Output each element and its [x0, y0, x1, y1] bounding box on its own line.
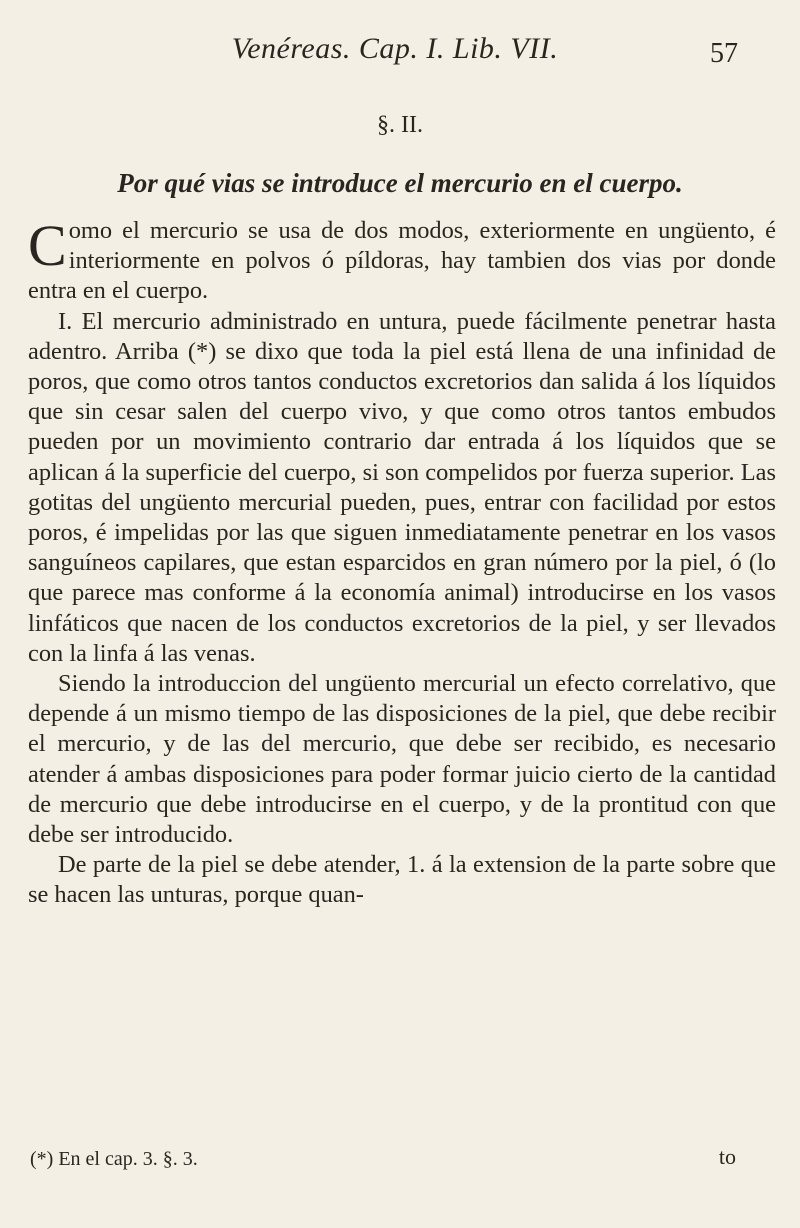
paragraph-1: [28, 213, 776, 307]
paragraph-4: De parte de la piel se debe atender, 1. á la extension de la parte sobre que se hacen las unturas, porque quan-: [28, 851, 776, 909]
paragraph-3: Siendo la introduccion del ungüento mercurial un efecto correlativo, que depende á un mismo tiempo de las disposiciones de la piel, que debe recibir el mercurio, y de las del mercurio, que debe ser recibido, es necesario atender á ambas disposiciones para poder formar juicio cierto de la cantidad de mercurio que debe introducirse en el cuerpo, y de la prontitud con que debe ser introducido.: [28, 670, 776, 849]
drop-cap: C: [28, 213, 67, 278]
catchword: to: [718, 1144, 736, 1169]
body-text: [28, 213, 776, 911]
paragraph-1-text: omo el mercurio se usa de dos modos, exteriormente en ungüento, é interiormente en polvos ó píldoras, hay tambien dos vias por donde entra en el cuerpo.: [28, 217, 776, 305]
section-mark: §. II.: [377, 112, 423, 138]
page-number: 57: [710, 38, 738, 69]
footnote: (*) En el cap. 3. §. 3.: [30, 1148, 198, 1170]
running-title: Venéreas. Cap. I. Lib. VII.: [231, 32, 559, 65]
paragraph-2: I. El mercurio administrado en untura, puede fácilmente penetrar hasta adentro. Arriba (*) se dixo que toda la piel está llena de una infinidad de poros, que como otros tantos conductos excretorios dan salida á los líquidos que sin cesar salen del cuerpo vivo, y que como otros tantos embudos pueden por un movimiento contrario dar entrada á los líquidos que se aplican á la superficie del cuerpo, si son compelidos por fuerza superior. Las gotitas del ungüento mercurial pueden, pues, entrar con facilidad por estos poros, é impelidas por las que siguen inmediatamente penetrar en los vasos sanguíneos capilares, que estan esparcidos en gran número por la piel, ó (lo que parece mas conforme á la economía animal) introducirse en los vasos linfáticos que nacen de los conductos excretorios de la piel, y ser llevados con la linfa á las venas.: [28, 307, 776, 667]
section-title: Por qué vias se introduce el mercurio en el cuerpo.: [117, 168, 683, 198]
